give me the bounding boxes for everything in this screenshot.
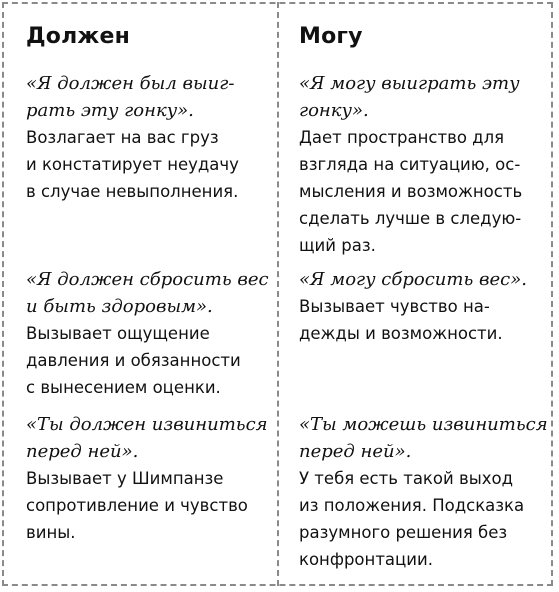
quote: «Я могу сбросить вес». — [299, 269, 527, 290]
list-item — [26, 70, 272, 205]
description: Возлагает на вас груз и констатирует неудачу в случае невыполнения. — [26, 128, 239, 201]
description: Вызывает у Шимпанзе сопротивление и чувство вины. — [26, 469, 248, 542]
quote: «Я могу выиграть эту гонку». — [299, 73, 520, 121]
quote: «Ты можешь извиниться перед ней». — [299, 414, 548, 462]
quote: «Ты должен извиниться перед ней». — [26, 414, 268, 462]
column-divider — [277, 2, 279, 586]
column-heading: Должен — [26, 24, 131, 49]
column-mogu — [299, 0, 549, 588]
list-item — [299, 70, 549, 259]
quote: «Я должен сбросить вес и быть здоровым». — [26, 269, 269, 317]
column-dolzhen — [26, 0, 272, 588]
description: Дает пространство для взгляда на ситуацию, ос- мысления и возможность сделать лучше в следую- щий раз. — [299, 128, 523, 255]
list-item — [26, 266, 272, 401]
description: У тебя есть такой выход из положения. Подсказка разумного решения без конфронтации. — [299, 469, 525, 569]
column-heading: Могу — [299, 24, 363, 49]
list-item — [299, 266, 549, 347]
list-item — [299, 411, 549, 573]
description: Вызывает ощущение давления и обязанности с вынесением оценки. — [26, 324, 241, 397]
list-item — [26, 411, 272, 546]
description: Вызывает чувство на- дежды и возможности. — [299, 297, 503, 343]
quote: «Я должен был выиг- рать эту гонку». — [26, 73, 235, 121]
